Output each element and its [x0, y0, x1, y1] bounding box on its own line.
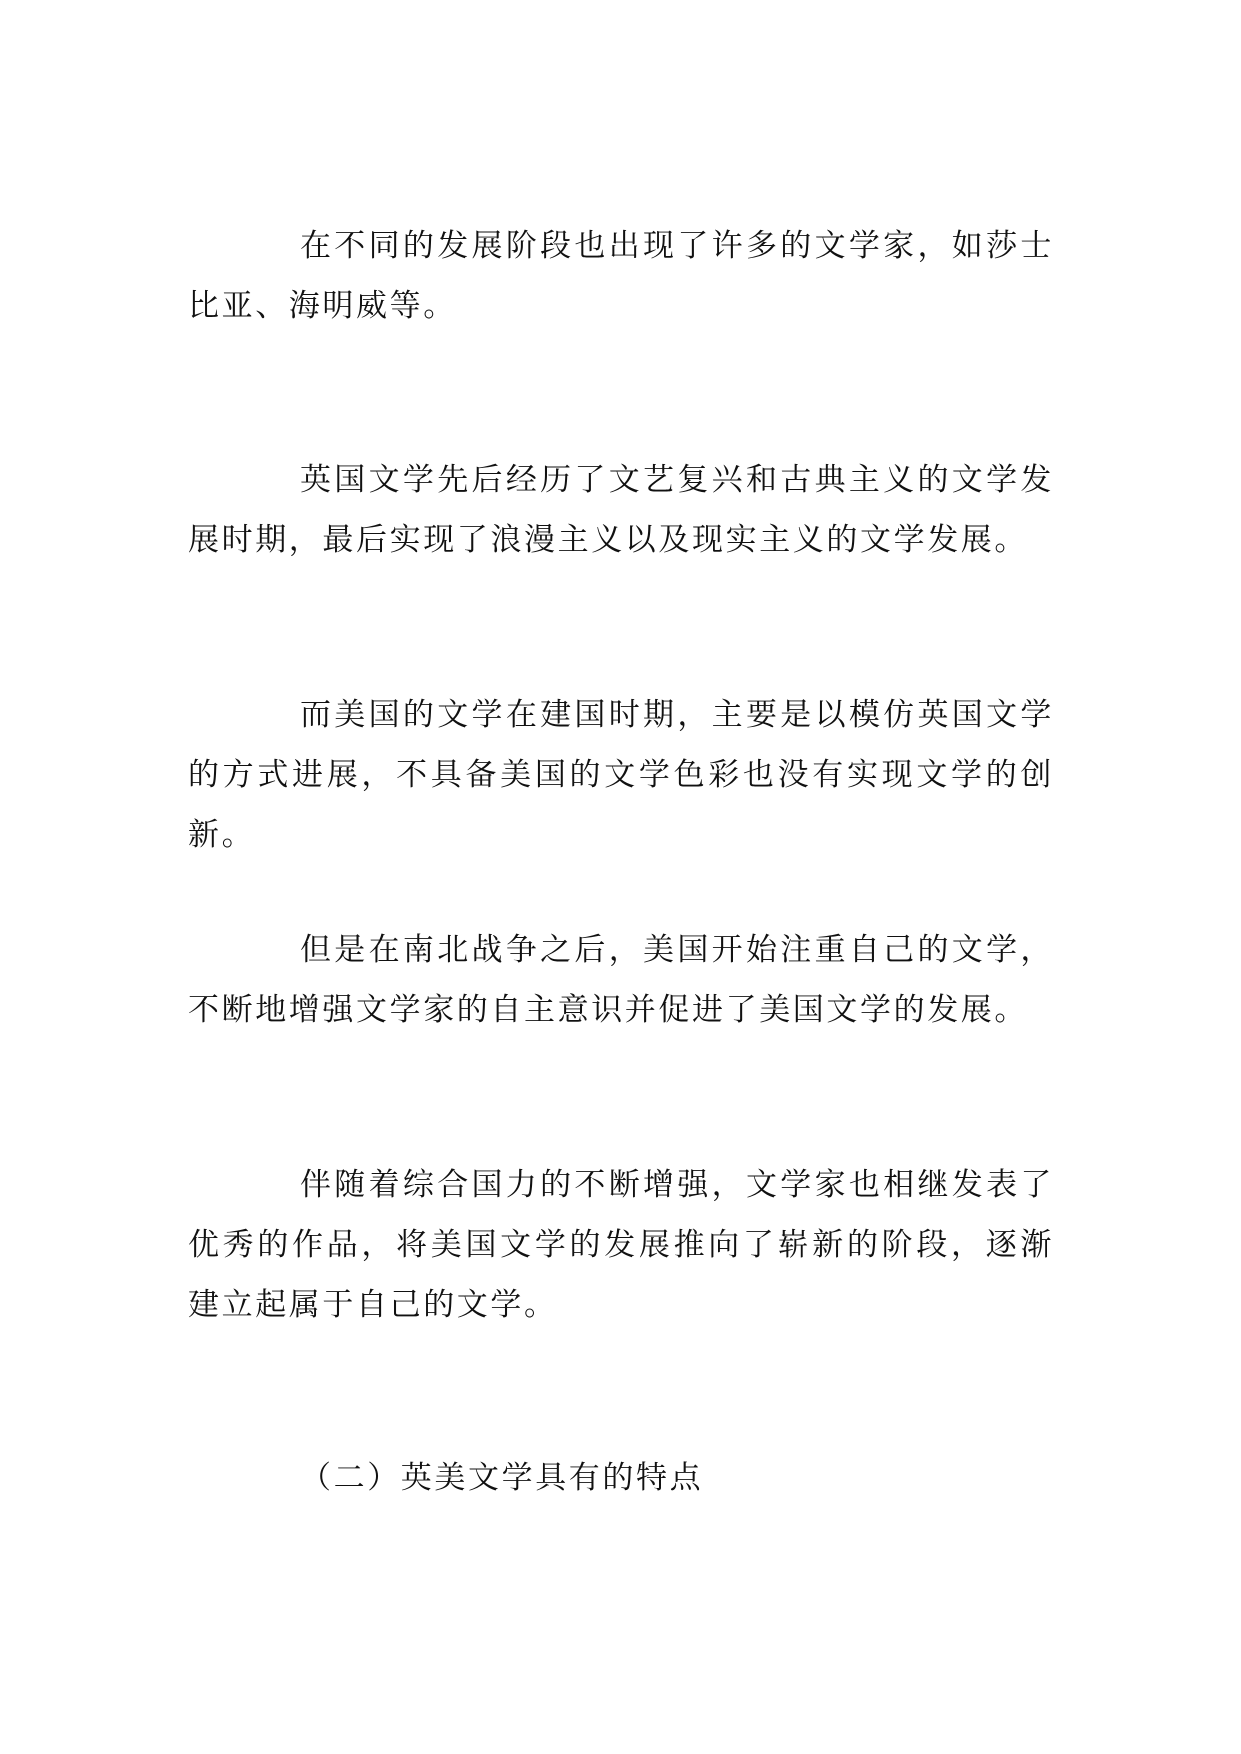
section-heading: （二）英美文学具有的特点: [300, 1460, 704, 1496]
paragraph-civil-war: 但是在南北战争之后，美国开始注重自己的文学，不断地增强文学家的自主意识并促进了美国文学的发展。: [188, 932, 1054, 1028]
paragraph-national-power: 伴随着综合国力的不断增强，文学家也相继发表了优秀的作品，将美国文学的发展推向了崭新的阶段，逐渐建立起属于自己的文学。: [188, 1167, 1054, 1323]
paragraph-writers: 在不同的发展阶段也出现了许多的文学家，如莎士比亚、海明威等。: [188, 228, 1054, 324]
paragraph-british-literature: 英国文学先后经历了文艺复兴和古典主义的文学发展时期，最后实现了浪漫主义以及现实主义的文学发展。: [188, 462, 1054, 558]
paragraph-american-founding: 而美国的文学在建国时期，主要是以模仿英国文学的方式进展，不具备美国的文学色彩也没有实现文学的创新。: [188, 697, 1054, 853]
